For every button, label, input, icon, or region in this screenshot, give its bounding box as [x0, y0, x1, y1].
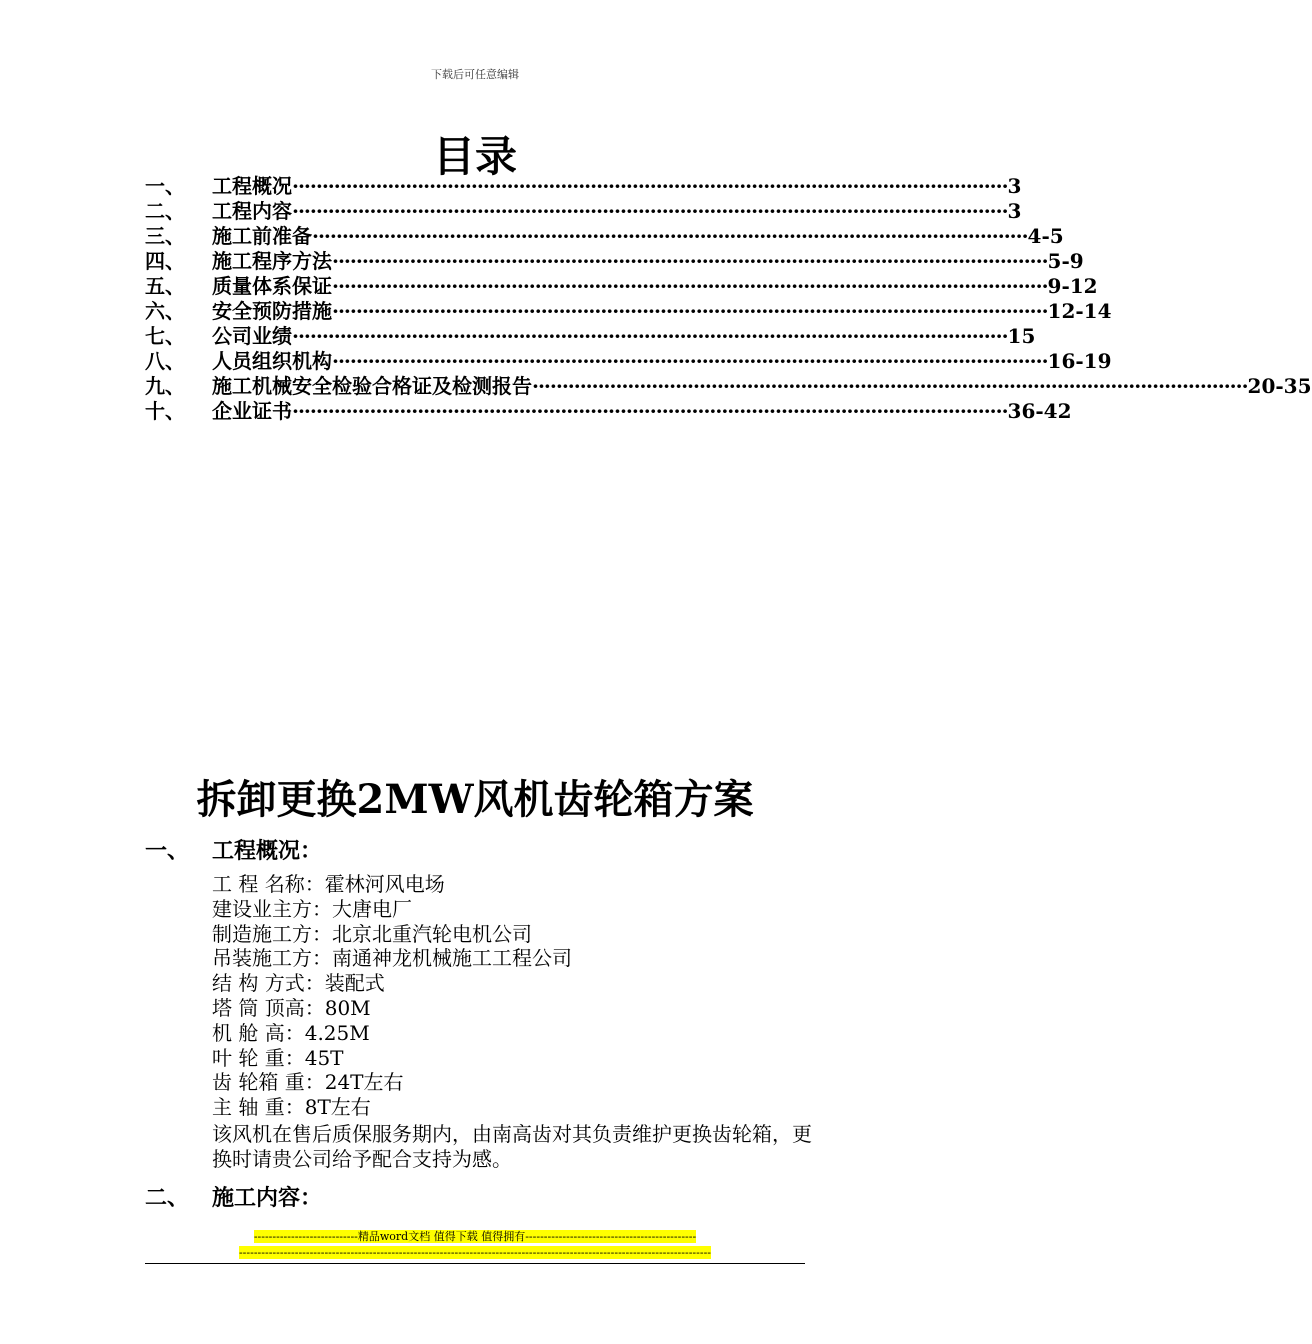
toc-item-number: 六、 — [145, 299, 185, 323]
info-row: 制造施工方：北京北重汽轮电机公司 — [212, 921, 532, 946]
toc-leader-dots: ························································································································ — [332, 249, 1048, 273]
info-row: 建设业主方：大唐电厂 — [212, 896, 412, 921]
toc-leader-dots: ························································································································ — [292, 324, 1008, 348]
toc-item[interactable] — [145, 374, 1312, 399]
toc-item[interactable] — [145, 199, 1022, 224]
toc-leader-dots: ························································································································ — [292, 399, 1008, 423]
toc-item-text: 企业证书 — [212, 399, 292, 423]
section-number: 一、 — [145, 838, 190, 864]
toc-item-number: 三、 — [145, 224, 185, 248]
toc-item-number: 一、 — [145, 174, 185, 198]
info-row: 塔 筒 顶高：80M — [212, 995, 371, 1020]
toc-item-text: 安全预防措施 — [212, 299, 332, 323]
toc-item-page: 12-14 — [1047, 299, 1112, 323]
toc-item-page: 16-19 — [1047, 349, 1112, 373]
section-title: 工程概况： — [212, 838, 323, 864]
info-row: 机 舱 高：4.25M — [212, 1020, 370, 1045]
info-row: 主 轴 重：8T左右 — [212, 1095, 371, 1120]
toc-item-text: 施工前准备 — [212, 224, 312, 248]
toc-item[interactable] — [145, 349, 1112, 374]
document-title: 拆卸更换2MW风机齿轮箱方案 — [196, 776, 754, 823]
toc-leader-dots: ························································································································ — [332, 299, 1048, 323]
toc-item[interactable] — [145, 399, 1072, 424]
footer-rule — [145, 1263, 805, 1264]
toc-item-text: 工程内容 — [212, 199, 292, 223]
toc-item-number: 十、 — [145, 399, 185, 423]
project-info-list — [212, 872, 812, 1120]
toc-item-text: 公司业绩 — [212, 324, 292, 348]
table-of-contents — [145, 174, 1312, 424]
toc-item-page: 36-42 — [1007, 399, 1072, 423]
footer-banner-dashes: ------------------------------------------------------------------------------------------------------------------------------- — [238, 1246, 712, 1259]
info-row: 齿 轮箱 重：24T左右 — [212, 1070, 404, 1095]
toc-item-page: 20-35 — [1247, 374, 1312, 398]
header-note: 下载后可任意编辑 — [431, 68, 519, 81]
toc-leader-dots: ························································································································ — [292, 199, 1008, 223]
maintenance-note: 该风机在售后质保服务期内，由南高齿对其负责维护更换齿轮箱，更换时请贵公司给予配合支持为感。 — [212, 1122, 812, 1171]
toc-item-page: 4-5 — [1027, 224, 1064, 248]
toc-item-text: 施工机械安全检验合格证及检测报告 — [212, 374, 532, 398]
toc-item[interactable] — [145, 299, 1112, 324]
toc-item-number: 五、 — [145, 274, 185, 298]
toc-item-page: 5-9 — [1047, 249, 1084, 273]
section-title: 施工内容： — [212, 1185, 323, 1211]
section-heading-content — [145, 1181, 322, 1212]
toc-item-number: 二、 — [145, 199, 185, 223]
toc-item-text: 质量体系保证 — [212, 274, 332, 298]
toc-leader-dots: ························································································································ — [312, 224, 1028, 248]
info-row: 吊装施工方：南通神龙机械施工工程公司 — [212, 946, 572, 971]
toc-item[interactable] — [145, 174, 1022, 199]
info-row: 工 程 名称：霍林河风电场 — [212, 872, 445, 896]
toc-item-text: 施工程序方法 — [212, 249, 332, 273]
toc-item[interactable] — [145, 224, 1064, 249]
toc-leader-dots: ························································································································ — [332, 349, 1048, 373]
toc-item[interactable] — [145, 274, 1098, 299]
toc-item-text: 工程概况 — [212, 174, 292, 198]
toc-title: 目录 — [432, 132, 517, 181]
footer-banner-line1 — [0, 1230, 950, 1244]
toc-item-number: 九、 — [145, 374, 185, 398]
footer-banner-line2 — [0, 1246, 950, 1260]
info-row: 叶 轮 重：45T — [212, 1045, 344, 1070]
toc-item-page: 3 — [1007, 174, 1022, 198]
toc-item-number: 七、 — [145, 324, 185, 348]
info-row: 结 构 方式：装配式 — [212, 971, 385, 996]
toc-item-number: 八、 — [145, 349, 185, 373]
toc-item-text: 人员组织机构 — [212, 349, 332, 373]
section-number: 二、 — [145, 1185, 190, 1211]
toc-item[interactable] — [145, 324, 1036, 349]
toc-item-number: 四、 — [145, 249, 185, 273]
footer-banner-text: ----------------------------精品word文档 值得下载 值得拥有---------------------------------------------- — [253, 1230, 697, 1243]
toc-leader-dots: ························································································································ — [332, 274, 1048, 298]
toc-item[interactable] — [145, 249, 1084, 274]
toc-leader-dots: ························································································································ — [532, 374, 1248, 398]
toc-item-page: 3 — [1007, 199, 1022, 223]
toc-item-page: 9-12 — [1047, 274, 1098, 298]
section-heading-overview — [145, 834, 322, 865]
toc-item-page: 15 — [1007, 324, 1036, 348]
toc-leader-dots: ························································································································ — [292, 174, 1008, 198]
